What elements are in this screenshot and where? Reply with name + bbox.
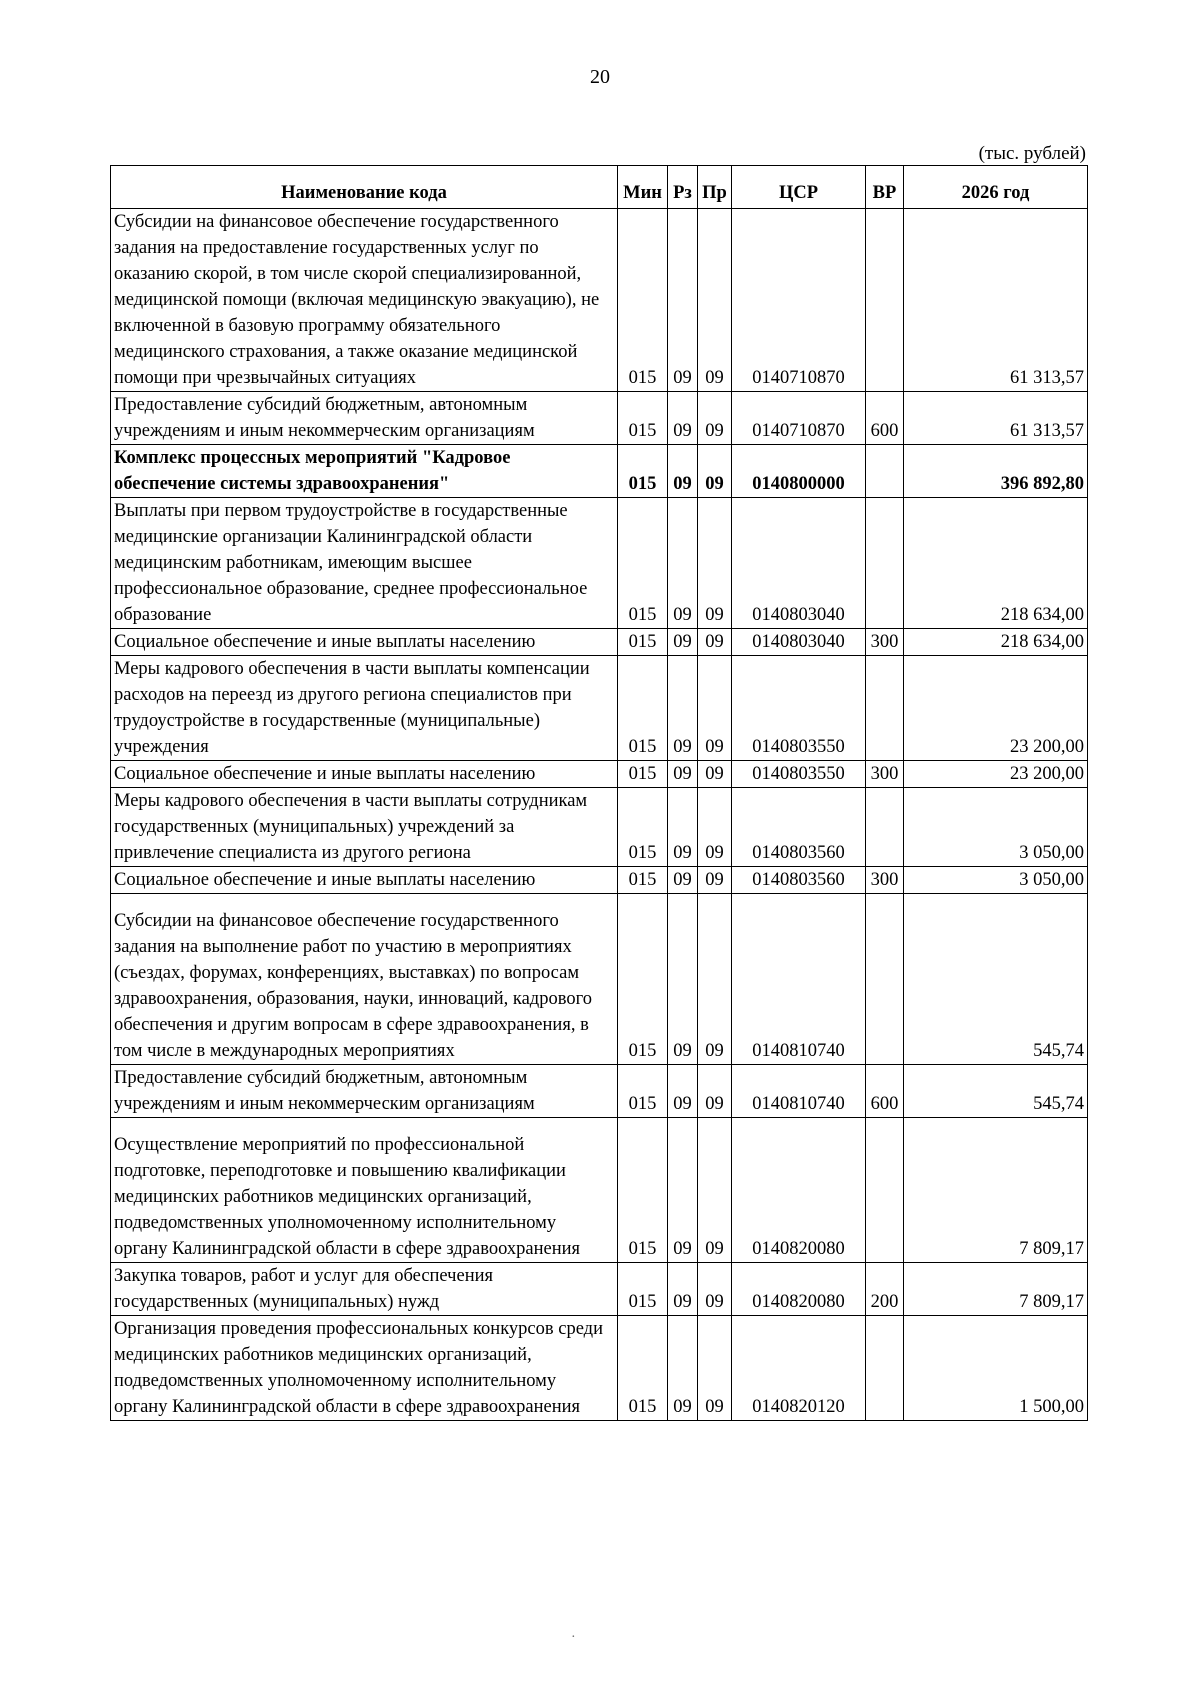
row-vr (866, 445, 904, 498)
row-section: 09 (668, 498, 698, 629)
row-name: Меры кадрового обеспечения в части выплаты сотрудникам государственных (муниципальных) учреждений за привлечение специалиста из другого региона (111, 788, 618, 867)
row-section: 09 (668, 761, 698, 788)
row-amount: 7 809,17 (904, 1263, 1088, 1316)
row-subsection: 09 (698, 1065, 732, 1118)
row-subsection: 09 (698, 894, 732, 1065)
row-ministry: 015 (618, 1118, 668, 1263)
row-amount: 218 634,00 (904, 629, 1088, 656)
row-amount: 7 809,17 (904, 1118, 1088, 1263)
row-ministry: 015 (618, 209, 668, 392)
row-name: Субсидии на финансовое обеспечение государственного задания на выполнение работ по участию в мероприятиях (съездах, форумах, конференциях, выставках) по вопросам здравоохранения, образования, науки, инноваций, кадрового обеспечения и другим вопросам в сфере здравоохранения, в том числе в международных мероприятиях (111, 894, 618, 1065)
row-vr: 200 (866, 1263, 904, 1316)
table-row (111, 1316, 1088, 1421)
header-amount: 2026 год (904, 166, 1088, 209)
row-amount: 61 313,57 (904, 209, 1088, 392)
row-subsection: 09 (698, 788, 732, 867)
row-ministry: 015 (618, 761, 668, 788)
row-vr (866, 788, 904, 867)
row-subsection: 09 (698, 1263, 732, 1316)
page-number: 20 (590, 66, 610, 88)
scan-speck: · (571, 1630, 576, 1645)
row-vr (866, 656, 904, 761)
row-ministry: 015 (618, 445, 668, 498)
row-section: 09 (668, 629, 698, 656)
row-subsection: 09 (698, 445, 732, 498)
row-csr: 0140810740 (732, 1065, 866, 1118)
header-vr: ВР (866, 166, 904, 209)
row-section: 09 (668, 392, 698, 445)
row-amount: 1 500,00 (904, 1316, 1088, 1421)
table-row (111, 761, 1088, 788)
row-name: Социальное обеспечение и иные выплаты населению (111, 867, 618, 894)
row-vr: 300 (866, 761, 904, 788)
row-amount: 218 634,00 (904, 498, 1088, 629)
row-vr: 300 (866, 629, 904, 656)
row-csr: 0140803560 (732, 788, 866, 867)
table-row (111, 788, 1088, 867)
table-header-row (111, 166, 1088, 209)
row-amount: 396 892,80 (904, 445, 1088, 498)
table-row (111, 392, 1088, 445)
row-csr: 0140710870 (732, 209, 866, 392)
table-row (111, 894, 1088, 1065)
row-ministry: 015 (618, 894, 668, 1065)
row-vr: 600 (866, 392, 904, 445)
row-vr: 600 (866, 1065, 904, 1118)
row-section: 09 (668, 656, 698, 761)
row-csr: 0140820080 (732, 1118, 866, 1263)
header-section: Рз (668, 166, 698, 209)
header-name: Наименование кода (111, 166, 618, 209)
row-vr (866, 1118, 904, 1263)
row-ministry: 015 (618, 629, 668, 656)
row-ministry: 015 (618, 1316, 668, 1421)
row-section: 09 (668, 867, 698, 894)
row-name: Предоставление субсидий бюджетным, автономным учреждениям и иным некоммерческим организациям (111, 392, 618, 445)
row-subsection: 09 (698, 1118, 732, 1263)
row-vr (866, 498, 904, 629)
row-name: Меры кадрового обеспечения в части выплаты компенсации расходов на переезд из другого региона специалистов при трудоустройстве в государственные (муниципальные) учреждения (111, 656, 618, 761)
table-row (111, 629, 1088, 656)
row-subsection: 09 (698, 867, 732, 894)
row-amount: 545,74 (904, 1065, 1088, 1118)
budget-table (110, 165, 1088, 1421)
row-amount: 61 313,57 (904, 392, 1088, 445)
row-ministry: 015 (618, 867, 668, 894)
row-subsection: 09 (698, 761, 732, 788)
row-amount: 23 200,00 (904, 656, 1088, 761)
row-section: 09 (668, 445, 698, 498)
row-amount: 3 050,00 (904, 788, 1088, 867)
row-section: 09 (668, 788, 698, 867)
row-section: 09 (668, 209, 698, 392)
table-row (111, 867, 1088, 894)
row-name: Предоставление субсидий бюджетным, автономным учреждениям и иным некоммерческим организациям (111, 1065, 618, 1118)
table-row (111, 656, 1088, 761)
row-amount: 23 200,00 (904, 761, 1088, 788)
table-row-bold (111, 445, 1088, 498)
row-section: 09 (668, 1263, 698, 1316)
row-subsection: 09 (698, 629, 732, 656)
row-csr: 0140810740 (732, 894, 866, 1065)
row-amount: 545,74 (904, 894, 1088, 1065)
row-ministry: 015 (618, 656, 668, 761)
row-csr: 0140820120 (732, 1316, 866, 1421)
row-ministry: 015 (618, 392, 668, 445)
row-section: 09 (668, 1316, 698, 1421)
row-ministry: 015 (618, 1263, 668, 1316)
row-csr: 0140803550 (732, 656, 866, 761)
row-name: Осуществление мероприятий по профессиональной подготовке, переподготовке и повышению квалификации медицинских работников медицинских организаций, подведомственных уполномоченному исполнительному органу Калининградской области в сфере здравоохранения (111, 1118, 618, 1263)
units-label: (тыс. рублей) (978, 143, 1086, 164)
row-csr: 0140803560 (732, 867, 866, 894)
row-name: Субсидии на финансовое обеспечение государственного задания на предоставление государственных услуг по оказанию скорой, в том числе скорой специализированной, медицинской помощи (включая медицинскую эвакуацию), не включенной в базовую программу обязательного медицинского страхования, а также оказание медицинской помощи при чрезвычайных ситуациях (111, 209, 618, 392)
table-row (111, 209, 1088, 392)
row-subsection: 09 (698, 498, 732, 629)
row-ministry: 015 (618, 498, 668, 629)
row-csr: 0140803040 (732, 498, 866, 629)
row-vr: 300 (866, 867, 904, 894)
table-row (111, 1118, 1088, 1263)
row-ministry: 015 (618, 788, 668, 867)
row-csr: 0140803550 (732, 761, 866, 788)
row-subsection: 09 (698, 209, 732, 392)
row-subsection: 09 (698, 392, 732, 445)
row-csr: 0140820080 (732, 1263, 866, 1316)
row-amount: 3 050,00 (904, 867, 1088, 894)
row-vr (866, 894, 904, 1065)
row-vr (866, 209, 904, 392)
row-section: 09 (668, 1118, 698, 1263)
row-section: 09 (668, 1065, 698, 1118)
header-csr: ЦСР (732, 166, 866, 209)
row-name: Комплекс процессных мероприятий "Кадровое обеспечение системы здравоохранения" (111, 445, 618, 498)
header-subsection: Пр (698, 166, 732, 209)
row-subsection: 09 (698, 1316, 732, 1421)
row-ministry: 015 (618, 1065, 668, 1118)
row-name: Социальное обеспечение и иные выплаты населению (111, 629, 618, 656)
table-row (111, 1065, 1088, 1118)
row-vr (866, 1316, 904, 1421)
row-name: Социальное обеспечение и иные выплаты населению (111, 761, 618, 788)
row-csr: 0140803040 (732, 629, 866, 656)
row-csr: 0140800000 (732, 445, 866, 498)
row-csr: 0140710870 (732, 392, 866, 445)
header-ministry: Мин (618, 166, 668, 209)
table-row (111, 498, 1088, 629)
table-row (111, 1263, 1088, 1316)
row-name: Выплаты при первом трудоустройстве в государственные медицинские организации Калининградской области медицинским работникам, имеющим высшее профессиональное образование, среднее профессиональное образование (111, 498, 618, 629)
row-section: 09 (668, 894, 698, 1065)
row-name: Закупка товаров, работ и услуг для обеспечения государственных (муниципальных) нужд (111, 1263, 618, 1316)
row-name: Организация проведения профессиональных конкурсов среди медицинских работников медицинских организаций, подведомственных уполномоченному исполнительному органу Калининградской области в сфере здравоохранения (111, 1316, 618, 1421)
row-subsection: 09 (698, 656, 732, 761)
